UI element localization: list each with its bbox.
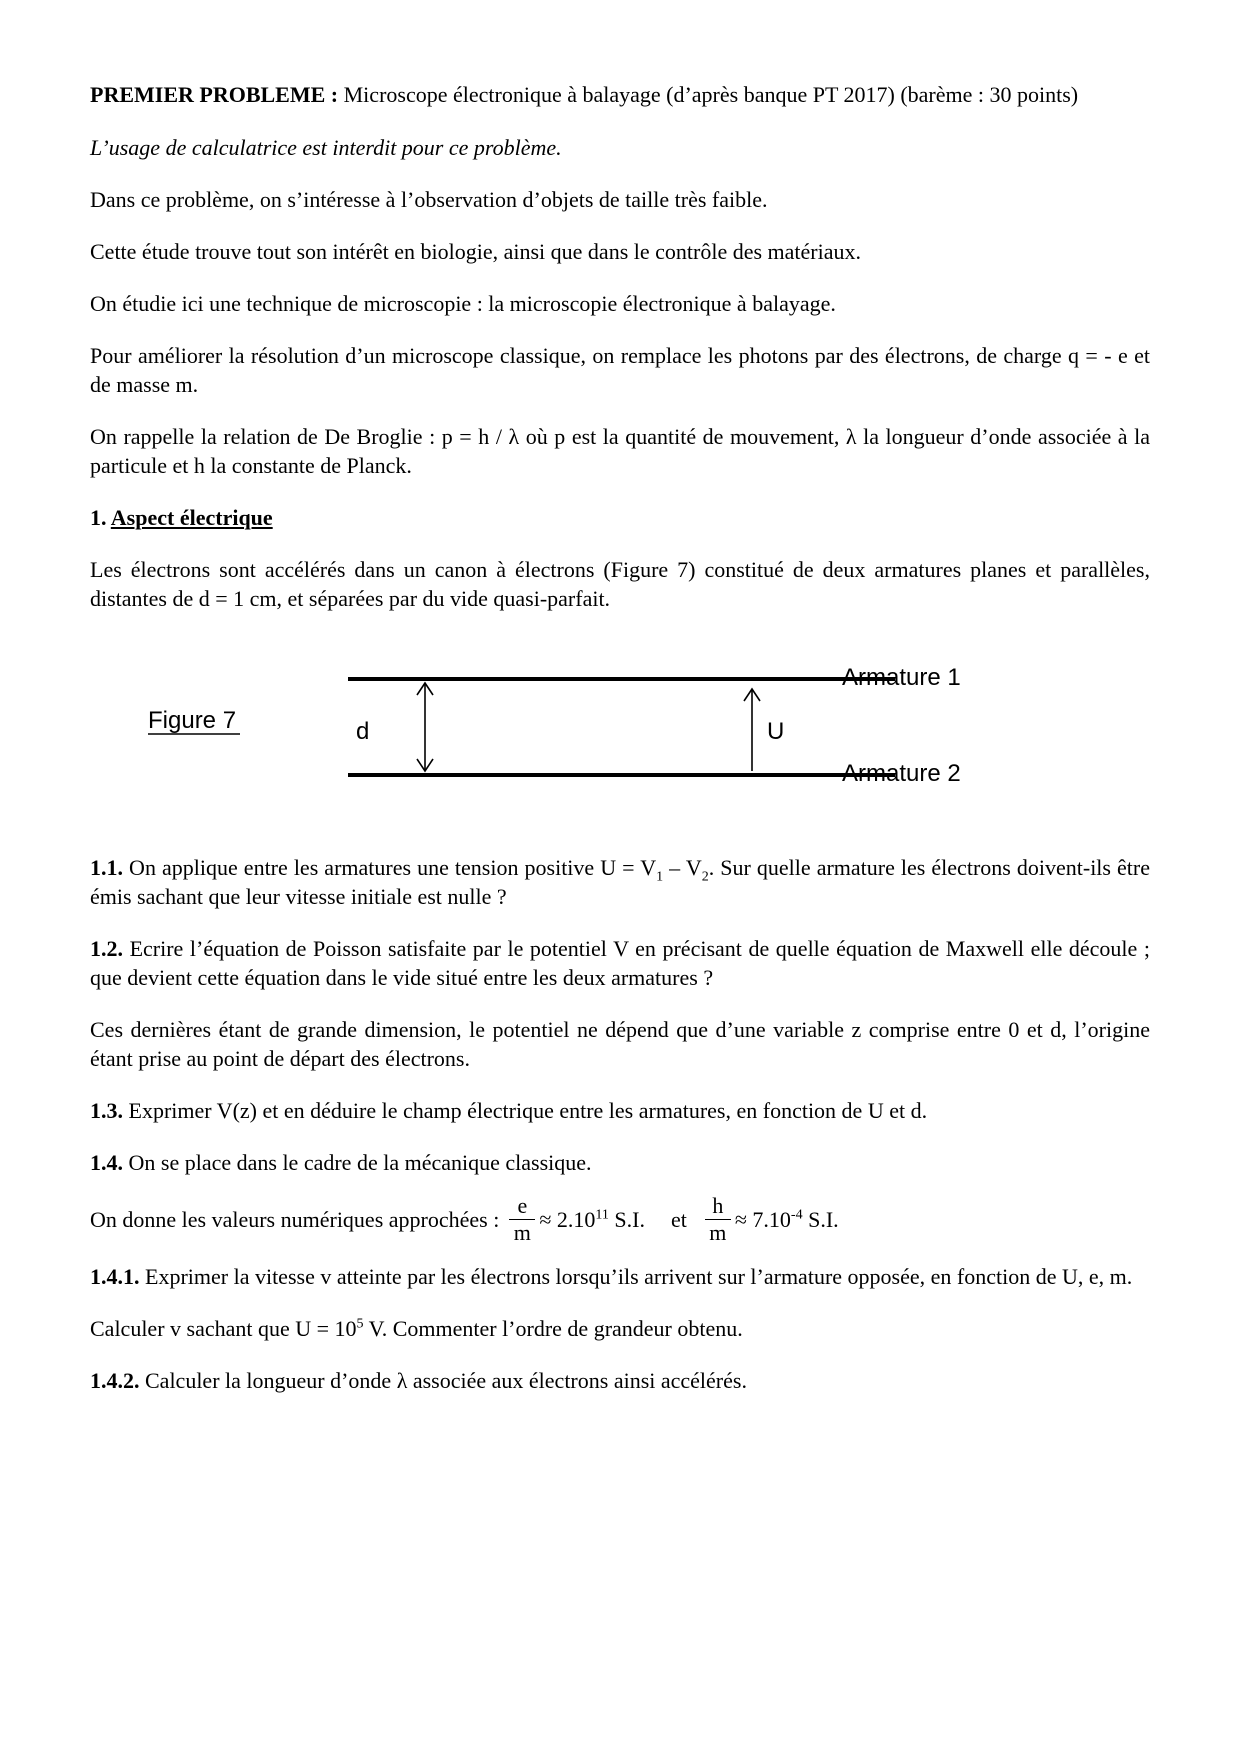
question-1-4-1-calc bbox=[90, 1314, 1150, 1343]
intro-paragraph-2: Cette étude trouve tout son intérêt en biologie, ainsi que dans le contrôle des matériaux. bbox=[90, 239, 861, 264]
values-intro: On donne les valeurs numériques approchées : bbox=[90, 1207, 500, 1232]
question-1-4 bbox=[90, 1148, 1150, 1177]
section-heading bbox=[90, 503, 1150, 532]
question-1-3 bbox=[90, 1096, 1150, 1125]
figure-7 bbox=[90, 643, 1150, 823]
question-1-4-2-text: Calculer la longueur d’onde λ associée aux électrons ainsi accélérés. bbox=[139, 1368, 747, 1393]
question-1-2-followup: Ces dernières étant de grande dimension, le potentiel ne dépend que d’une variable z comprise entre 0 et d, l’origine étant prise au point de départ des électrons. bbox=[90, 1017, 1150, 1071]
label-u: U bbox=[767, 718, 785, 745]
calculator-note: L’usage de calculatrice est interdit pour ce problème. bbox=[90, 135, 562, 160]
label-d: d bbox=[356, 718, 370, 745]
question-1-2 bbox=[90, 934, 1150, 992]
question-1-4-text: On se place dans le cadre de la mécanique classique. bbox=[123, 1150, 592, 1175]
value-1-unit: S.I. bbox=[608, 1207, 645, 1232]
question-1-4-1 bbox=[90, 1262, 1150, 1291]
question-1-1 bbox=[90, 853, 1150, 911]
question-1-3-text: Exprimer V(z) et en déduire le champ électrique entre les armatures, en fonction de U et d. bbox=[123, 1098, 928, 1123]
calc-text-b: V. Commenter l’ordre de grandeur obtenu. bbox=[363, 1316, 743, 1341]
v1-subscript: 1 bbox=[656, 869, 664, 885]
fraction-m-denominator: m bbox=[513, 1220, 531, 1245]
figure-7-diagram bbox=[90, 643, 1150, 823]
value-2-exponent: -4 bbox=[790, 1207, 803, 1223]
question-1-4-number: 1.4. bbox=[90, 1150, 123, 1175]
question-1-3-number: 1.3. bbox=[90, 1098, 123, 1123]
numerical-values-line bbox=[90, 1193, 1150, 1246]
calc-text-a: Calculer v sachant que U = 10 bbox=[90, 1316, 357, 1341]
question-1-4-1-number: 1.4.1. bbox=[90, 1264, 140, 1289]
question-1-2-text: Ecrire l’équation de Poisson satisfaite par le potentiel V en précisant de quelle équation de Maxwell elle découle ; que devient cette équation dans le vide situé entre les deux armatures ? bbox=[90, 936, 1150, 990]
question-1-4-2 bbox=[90, 1366, 1150, 1395]
v2-subscript: 2 bbox=[701, 869, 709, 885]
intro-paragraph-5: On rappelle la relation de De Broglie : p = h / λ où p est la quantité de mouvement, λ la longueur d’onde associée à la particule et h la constante de Planck. bbox=[90, 424, 1150, 478]
document-page bbox=[90, 80, 1150, 1423]
question-1-1-number: 1.1. bbox=[90, 855, 123, 880]
calc-exponent: 5 bbox=[356, 1316, 364, 1332]
value-2-unit: S.I. bbox=[802, 1207, 839, 1232]
section-title: Aspect électrique bbox=[110, 505, 273, 530]
fraction-e-over-m bbox=[509, 1193, 535, 1246]
problem-title bbox=[90, 80, 1150, 109]
label-armature-2: Armature 2 bbox=[842, 760, 961, 787]
fraction-h-over-m bbox=[705, 1193, 731, 1246]
question-1-1-text-b: – V bbox=[663, 855, 702, 880]
fraction-h-numerator: h bbox=[705, 1193, 731, 1220]
distance-arrow bbox=[417, 683, 433, 771]
fraction-e-numerator: e bbox=[509, 1193, 535, 1220]
intro-paragraph-1: Dans ce problème, on s’intéresse à l’observation d’objets de taille très faible. bbox=[90, 187, 768, 212]
question-1-2-number: 1.2. bbox=[90, 936, 123, 961]
intro-paragraph-4: Pour améliorer la résolution d’un microscope classique, on remplace les photons par des électrons, de charge q = - e et de masse m. bbox=[90, 343, 1150, 397]
section-intro: Les électrons sont accélérés dans un canon à électrons (Figure 7) constitué de deux armatures planes et parallèles, distantes de d = 1 cm, et séparées par du vide quasi-parfait. bbox=[90, 557, 1150, 611]
value-h-over-m bbox=[735, 1205, 839, 1234]
value-1-base: ≈ 2.10 bbox=[539, 1207, 596, 1232]
label-armature-1: Armature 1 bbox=[842, 664, 961, 691]
question-1-4-1-text: Exprimer la vitesse v atteinte par les électrons lorsqu’ils arrivent sur l’armature opposée, en fonction de U, e, m. bbox=[139, 1264, 1133, 1289]
section-number: 1. bbox=[90, 505, 107, 530]
value-1-exponent: 11 bbox=[595, 1207, 609, 1223]
problem-title-rest: Microscope électronique à balayage (d’après banque PT 2017) (barème : 30 points) bbox=[338, 82, 1079, 107]
problem-title-bold: PREMIER PROBLEME : bbox=[90, 82, 339, 107]
question-1-1-text-c: . Sur quelle armature les électrons doivent-ils être émis sachant que leur vitesse initiale est nulle ? bbox=[90, 855, 1151, 909]
value-e-over-m bbox=[539, 1205, 645, 1234]
figure-caption: Figure 7 bbox=[148, 707, 237, 734]
value-2-base: ≈ 7.10 bbox=[734, 1207, 791, 1232]
question-1-1-text-a: On applique entre les armatures une tension positive U = V bbox=[123, 855, 657, 880]
and-word: et bbox=[670, 1207, 687, 1232]
intro-paragraph-3: On étudie ici une technique de microscopie : la microscopie électronique à balayage. bbox=[90, 291, 836, 316]
fraction-m2-denominator: m bbox=[709, 1220, 727, 1245]
question-1-4-2-number: 1.4.2. bbox=[90, 1368, 140, 1393]
voltage-arrow bbox=[744, 689, 760, 771]
